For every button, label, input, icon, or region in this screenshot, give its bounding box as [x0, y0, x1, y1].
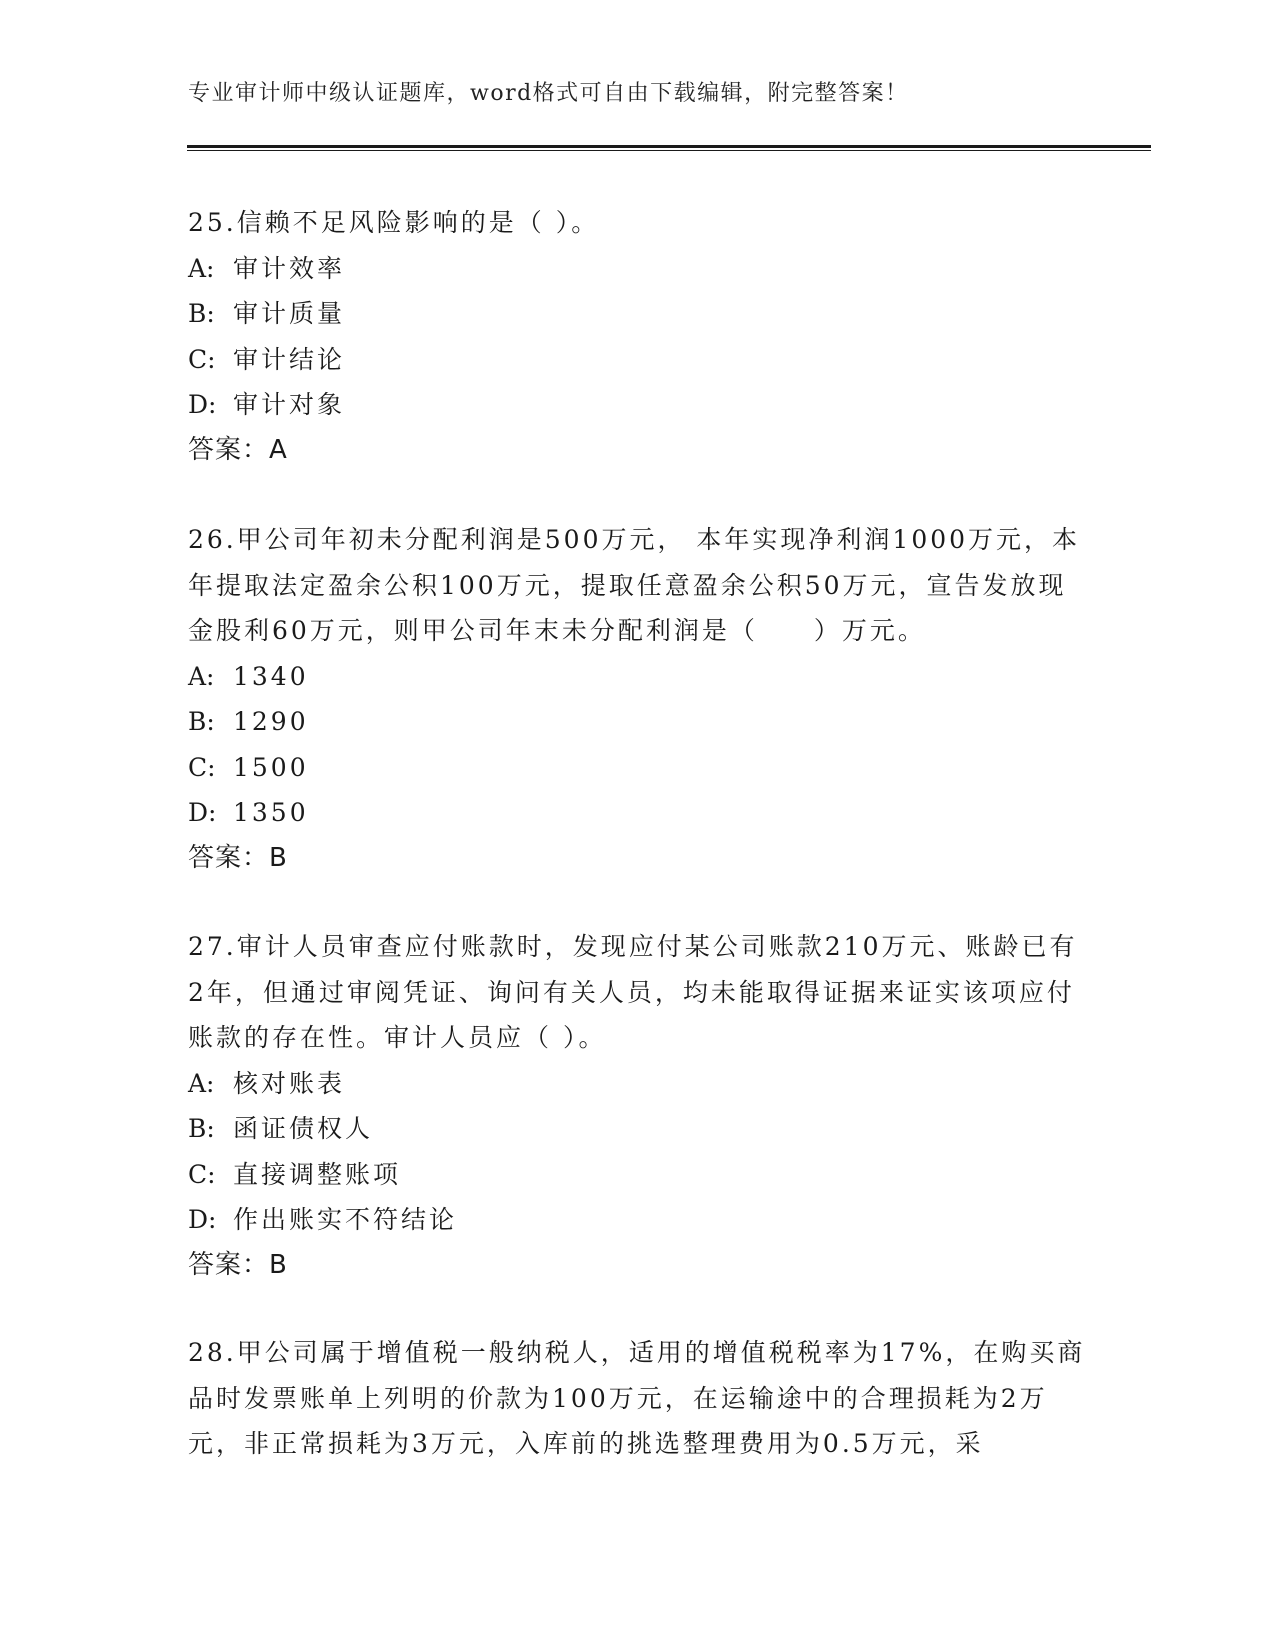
answer-line: 答案：B: [188, 842, 288, 873]
header-text: 专业审计师中级认证题库，word格式可自由下载编辑，附完整答案！: [188, 81, 909, 106]
option-d: [188, 790, 1088, 836]
option-text: 审计质量: [233, 299, 346, 328]
option-key: B:: [188, 707, 215, 736]
option-text: 核对账表: [233, 1068, 346, 1098]
question-28: [188, 1330, 1088, 1467]
option-text: 审计对象: [233, 390, 346, 419]
option-b: [188, 291, 1088, 337]
option-key: C:: [188, 1159, 216, 1189]
option-text: 审计效率: [233, 253, 346, 283]
option-key: C:: [188, 752, 216, 782]
question-25: [188, 200, 1088, 473]
option-text: 直接调整账项: [233, 1159, 402, 1189]
option-d: [188, 382, 1088, 428]
option-key: A:: [188, 253, 215, 283]
question-stem: 26.甲公司年初未分配利润是500万元， 本年实现净利润1000万元，本年提取法定盈余公积100万元，提取任意盈余公积50万元，宣告发放现金股利60万元，则甲公司年末未分配利润是（ ）万元。: [188, 525, 1081, 645]
option-a: [188, 1061, 1088, 1107]
option-key: A:: [188, 1068, 215, 1098]
option-text: 1340: [233, 661, 309, 691]
option-text: 函证债权人: [233, 1114, 374, 1143]
option-key: D:: [188, 798, 217, 827]
header-rule-thin: [187, 150, 1151, 151]
question-stem: 25.信赖不足风险影响的是（ ）。: [188, 208, 600, 237]
option-text: 1500: [233, 752, 309, 782]
answer-line: 答案：B: [188, 1249, 288, 1280]
question-stem: 27.审计人员审查应付账款时，发现应付某公司账款210万元、账龄已有2年，但通过审阅凭证、询问有关人员，均未能取得证据来证实该项应付账款的存在性。审计人员应（ ）。: [188, 932, 1078, 1052]
option-key: D:: [188, 390, 217, 419]
question-27: [188, 924, 1088, 1288]
question-26: [188, 517, 1088, 881]
option-b: [188, 1106, 1088, 1152]
option-text: 1350: [233, 798, 309, 827]
answer-line: 答案：A: [188, 434, 288, 465]
option-c: [188, 1152, 1088, 1198]
option-key: B:: [188, 1114, 215, 1143]
option-text: 1290: [233, 707, 309, 736]
option-b: [188, 699, 1088, 745]
option-text: 审计结论: [233, 344, 346, 374]
option-key: A:: [188, 661, 215, 691]
question-stem: 28.甲公司属于增值税一般纳税人，适用的增值税税率为17%，在购买商品时发票账单上列明的价款为100万元，在运输途中的合理损耗为2万元，非正常损耗为3万元，入库前的挑选整理费用为0.5万元，采: [188, 1338, 1086, 1458]
option-c: [188, 337, 1088, 383]
header-rule-thick: [187, 145, 1151, 148]
option-d: [188, 1197, 1088, 1243]
option-key: B:: [188, 299, 215, 328]
option-a: [188, 246, 1088, 292]
option-c: [188, 745, 1088, 791]
option-a: [188, 654, 1088, 700]
option-text: 作出账实不符结论: [233, 1205, 458, 1234]
option-key: C:: [188, 344, 216, 374]
option-key: D:: [188, 1205, 217, 1234]
